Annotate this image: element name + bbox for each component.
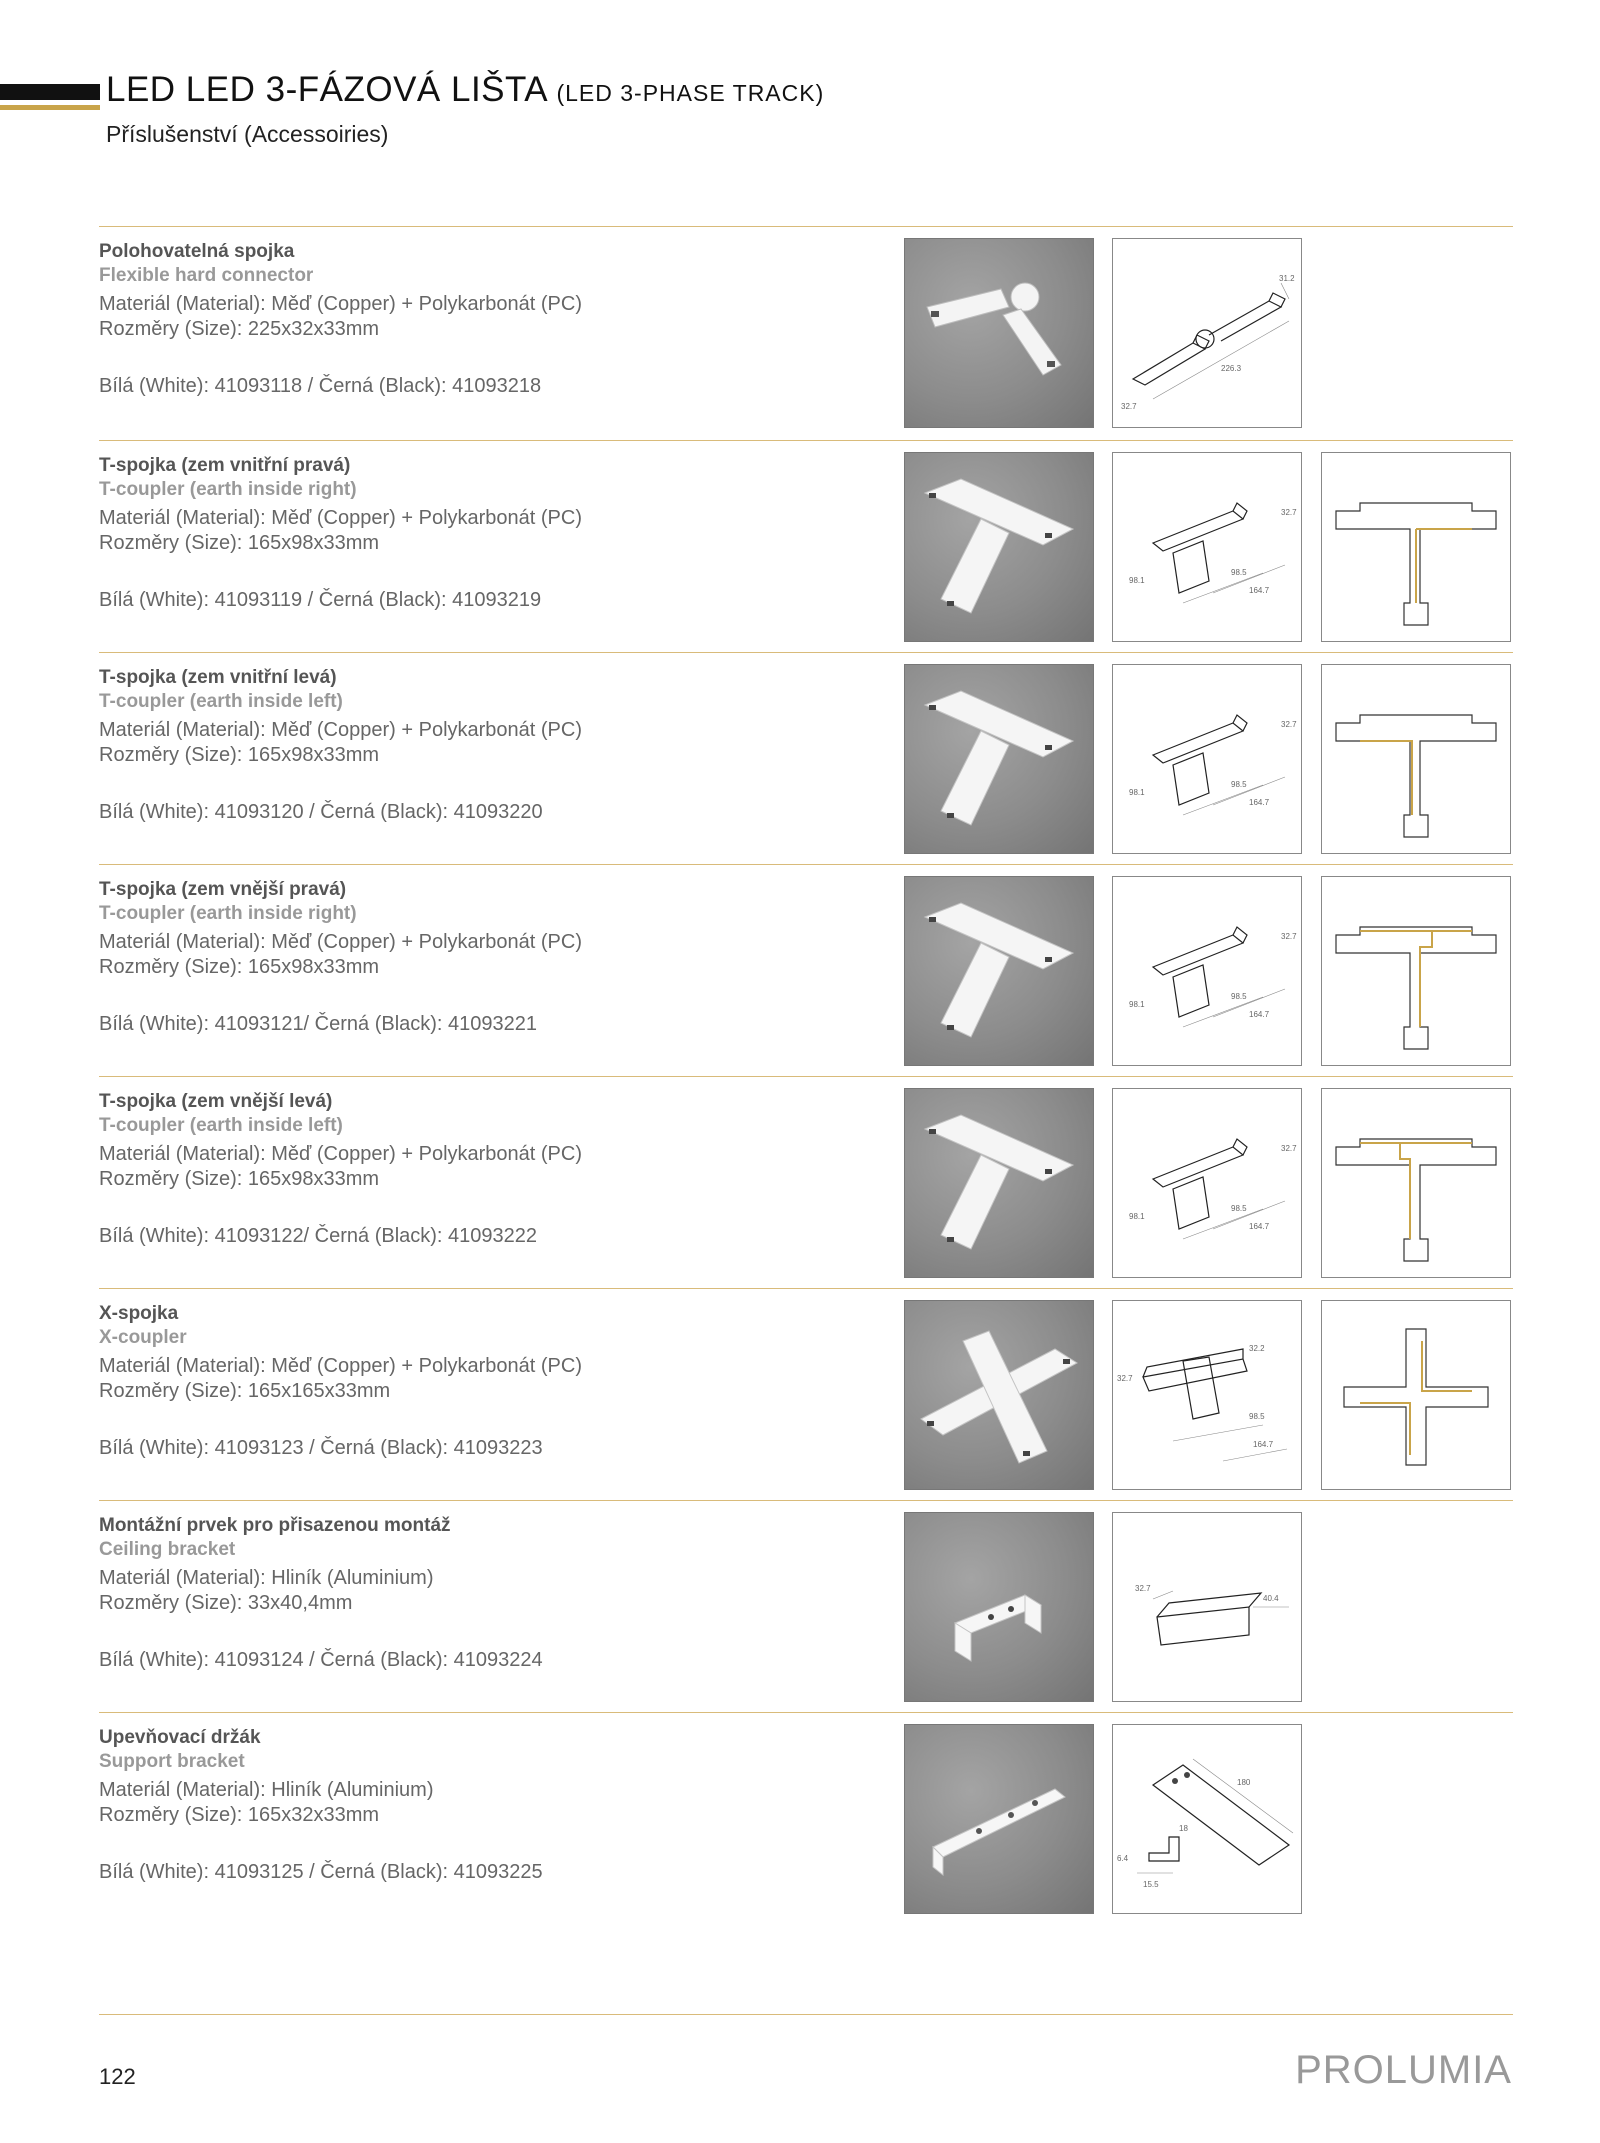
dimension-label: 98.1: [1129, 1000, 1145, 1009]
support-bracket-icon: [904, 1724, 1094, 1914]
product-name-en: Flexible hard connector: [99, 265, 314, 286]
footer-divider: [99, 2014, 1513, 2015]
section-divider: [99, 1288, 1513, 1289]
dimension-drawing: [1112, 452, 1302, 642]
product-name-en: T-coupler (earth inside right): [99, 479, 357, 500]
page-title: [106, 70, 824, 110]
product-row-t-coupler-inner-right: [99, 442, 1513, 654]
dimension-label: 164.7: [1249, 1010, 1270, 1019]
dimension-label: 98.5: [1231, 568, 1247, 577]
product-name-cz: X-spojka: [99, 1303, 179, 1324]
product-name-en: T-coupler (earth inside left): [99, 691, 343, 712]
dimension-label: 98.5: [1231, 780, 1247, 789]
product-material: Materiál (Material): Měď (Copper) + Polykarbonát (PC): [99, 1143, 582, 1165]
product-codes: Bílá (White): 41093119 / Černá (Black): 41093219: [99, 589, 542, 611]
page-title-sub: (LED 3-PHASE TRACK): [556, 80, 825, 106]
dimension-label: 32.7: [1117, 1374, 1133, 1383]
product-name-en: T-coupler (earth inside left): [99, 1115, 343, 1136]
dimension-label: 98.5: [1249, 1412, 1265, 1421]
dimension-label: 32.7: [1281, 1144, 1297, 1153]
product-material: Materiál (Material): Měď (Copper) + Polykarbonát (PC): [99, 507, 582, 529]
dimension-label: 98.1: [1129, 576, 1145, 585]
dimension-drawing: [1112, 664, 1302, 854]
product-codes: Bílá (White): 41093121/ Černá (Black): 41093221: [99, 1013, 538, 1035]
t-coupler-icon: [904, 1088, 1094, 1278]
product-codes: Bílá (White): 41093124 / Černá (Black): 41093224: [99, 1649, 543, 1671]
product-material: Materiál (Material): Měď (Copper) + Polykarbonát (PC): [99, 293, 582, 315]
product-name-cz: T-spojka (zem vnitřní pravá): [99, 455, 351, 476]
dimension-label: 164.7: [1249, 798, 1270, 807]
product-size: Rozměry (Size): 33x40,4mm: [99, 1592, 353, 1614]
section-divider: [99, 440, 1513, 441]
dimension-label: 98.1: [1129, 1212, 1145, 1221]
product-codes: Bílá (White): 41093120 / Černá (Black): 41093220: [99, 801, 543, 823]
product-material: Materiál (Material): Měď (Copper) + Polykarbonát (PC): [99, 931, 582, 953]
page-subtitle: Příslušenství (Accessoiries): [106, 121, 389, 147]
dimension-label: 98.1: [1129, 788, 1145, 797]
x-coupler-icon: [904, 1300, 1094, 1490]
dimension-drawing: [1112, 1512, 1302, 1702]
section-divider: [99, 226, 1513, 227]
wiring-schematic: [1321, 1300, 1511, 1490]
dimension-drawing: [1112, 238, 1302, 428]
section-divider: [99, 1500, 1513, 1501]
product-size: Rozměry (Size): 225x32x33mm: [99, 318, 380, 340]
product-size: Rozměry (Size): 165x98x33mm: [99, 956, 380, 978]
product-material: Materiál (Material): Měď (Copper) + Polykarbonát (PC): [99, 719, 582, 741]
section-divider: [99, 1076, 1513, 1077]
product-size: Rozměry (Size): 165x98x33mm: [99, 532, 380, 554]
dimension-label: 31.2: [1279, 274, 1295, 283]
section-divider: [99, 864, 1513, 865]
product-material: Materiál (Material): Hliník (Aluminium): [99, 1779, 434, 1801]
product-name-cz: Upevňovací držák: [99, 1727, 261, 1748]
product-row-t-coupler-inner-left: [99, 654, 1513, 866]
dimension-label: 98.5: [1231, 1204, 1247, 1213]
product-size: Rozměry (Size): 165x165x33mm: [99, 1380, 391, 1402]
dimension-label: 164.7: [1249, 1222, 1270, 1231]
product-name-cz: Polohovatelná spojka: [99, 241, 295, 262]
product-name-en: Support bracket: [99, 1751, 245, 1772]
product-name-cz: T-spojka (zem vnější levá): [99, 1091, 333, 1112]
product-name-cz: T-spojka (zem vnitřní levá): [99, 667, 337, 688]
t-coupler-icon: [904, 876, 1094, 1066]
wiring-schematic: [1321, 664, 1511, 854]
product-name-en: Ceiling bracket: [99, 1539, 236, 1560]
dimension-drawing: [1112, 1300, 1302, 1490]
wiring-schematic: [1321, 876, 1511, 1066]
product-size: Rozměry (Size): 165x98x33mm: [99, 1168, 380, 1190]
dimension-label: 40.4: [1263, 1594, 1279, 1603]
product-row-t-coupler-outer-left: [99, 1078, 1513, 1290]
dimension-label: 98.5: [1231, 992, 1247, 1001]
dimension-label: 164.7: [1253, 1440, 1274, 1449]
product-row-support-bracket: [99, 1714, 1513, 1926]
dimension-drawing: [1112, 1088, 1302, 1278]
dimension-label: 226.3: [1221, 364, 1242, 373]
dimension-label: 32.7: [1281, 720, 1297, 729]
page-title-main: LED LED 3-FÁZOVÁ LIŠTA: [106, 70, 547, 109]
product-codes: Bílá (White): 41093118 / Černá (Black): 41093218: [99, 375, 542, 397]
wiring-schematic: [1321, 1088, 1511, 1278]
dimension-label: 32.7: [1281, 932, 1297, 941]
product-codes: Bílá (White): 41093125 / Černá (Black): 41093225: [99, 1861, 543, 1883]
product-codes: Bílá (White): 41093123 / Černá (Black): 41093223: [99, 1437, 543, 1459]
wiring-schematic: [1321, 452, 1511, 642]
product-name-en: X-coupler: [99, 1327, 187, 1348]
product-codes: Bílá (White): 41093122/ Černá (Black): 41093222: [99, 1225, 538, 1247]
product-row-flexible-connector: [99, 228, 1513, 440]
product-name-en: T-coupler (earth inside right): [99, 903, 357, 924]
header-decor-bar-gold: [0, 105, 100, 110]
product-name-cz: Montážní prvek pro přisazenou montáž: [99, 1515, 451, 1536]
dimension-label: 32.2: [1249, 1344, 1265, 1353]
product-row-t-coupler-outer-right: [99, 866, 1513, 1078]
section-divider: [99, 1712, 1513, 1713]
dimension-label: 6.4: [1117, 1854, 1129, 1863]
product-name-cz: T-spojka (zem vnější pravá): [99, 879, 347, 900]
dimension-label: 15.5: [1143, 1880, 1159, 1889]
section-divider: [99, 652, 1513, 653]
product-material: Materiál (Material): Hliník (Aluminium): [99, 1567, 434, 1589]
t-coupler-icon: [904, 452, 1094, 642]
product-row-ceiling-bracket: [99, 1502, 1513, 1714]
page-number: 122: [99, 2064, 136, 2089]
dimension-label: 32.7: [1121, 402, 1137, 411]
dimension-label: 32.7: [1135, 1584, 1151, 1593]
dimension-label: 164.7: [1249, 586, 1270, 595]
dimension-drawing: [1112, 876, 1302, 1066]
t-coupler-icon: [904, 664, 1094, 854]
brand-logo: PROLUMIA: [1295, 2048, 1512, 2092]
dimension-drawing: [1112, 1724, 1302, 1914]
dimension-label: 32.7: [1281, 508, 1297, 517]
dimension-label: 18: [1179, 1824, 1188, 1833]
flexible-connector-icon: [904, 238, 1094, 428]
dimension-label: 180: [1237, 1778, 1251, 1787]
header-decor-bar-black: [0, 84, 100, 100]
product-row-x-coupler: [99, 1290, 1513, 1502]
product-size: Rozměry (Size): 165x32x33mm: [99, 1804, 380, 1826]
product-size: Rozměry (Size): 165x98x33mm: [99, 744, 380, 766]
product-material: Materiál (Material): Měď (Copper) + Polykarbonát (PC): [99, 1355, 582, 1377]
ceiling-bracket-icon: [904, 1512, 1094, 1702]
